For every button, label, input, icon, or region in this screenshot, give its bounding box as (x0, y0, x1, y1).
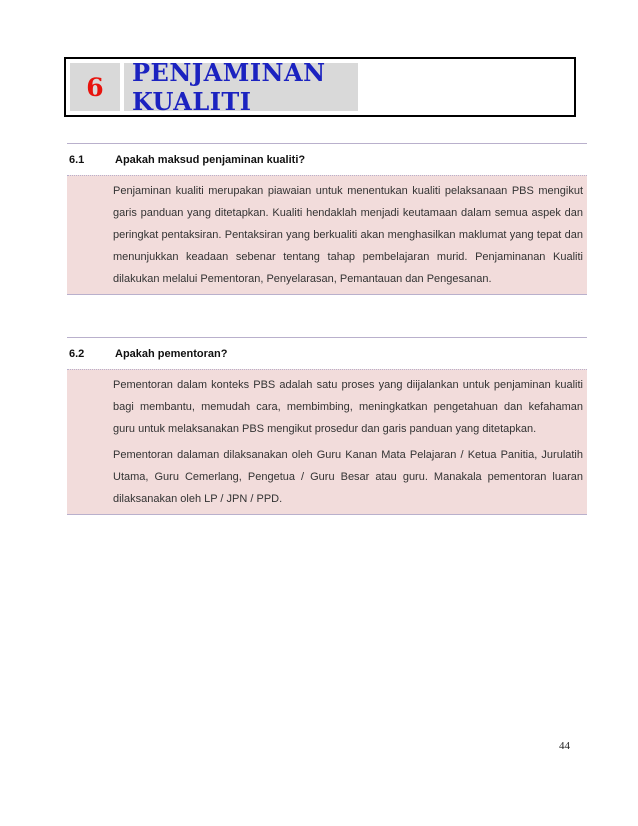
answer-block (67, 369, 587, 515)
page-number: 44 (559, 740, 570, 752)
question-number: 6.2 (69, 347, 85, 360)
chapter-number: 6 (70, 63, 120, 111)
answer-paragraph: Pementoran dalaman dilaksanakan oleh Guru Kanan Mata Pelajaran / Ketua Panitia, Jurulatih Utama, Guru Cemerlang, Pengetua / Guru Besar atau guru. Manakala pementoran luaran dilaksanakan oleh LP / JPN / PPD. (113, 449, 583, 505)
chapter-title-box (64, 57, 576, 117)
question-row (67, 337, 587, 369)
answer-paragraph: Penjaminan kualiti merupakan piawaian untuk menentukan kualiti pelaksanaan PBS mengikut garis panduan yang ditetapkan. Kualiti hendaklah menjadi keutamaan dalam semua aspek dan peringkat pentaksiran. Pentaksiran yang berkualiti akan menghasilkan maklumat yang tepat dan menunjukkan keadaan sebenar tentang tahap pembelajaran murid. Penjaminanan Kualiti dilakukan melalui Pementoran, Penyelarasan, Pemantauan dan Pengesanan. (113, 185, 583, 285)
question-text: Apakah pementoran? (115, 347, 228, 360)
section-6-2 (67, 337, 587, 515)
answer-block (67, 175, 587, 295)
question-text: Apakah maksud penjaminan kualiti? (115, 153, 306, 166)
chapter-title: PENJAMINAN KUALITI (124, 63, 358, 111)
answer-paragraph: Pementoran dalam konteks PBS adalah satu proses yang diijalankan untuk penjaminan kualiti bagi membantu, memudah cara, membimbing, meningkatkan pengetahuan dan kefahaman guru untuk melaksanakan PBS mengikut prosedur dan garis panduan yang ditetapkan. (113, 379, 583, 435)
section-6-1 (67, 143, 587, 295)
question-number: 6.1 (69, 153, 85, 166)
question-row (67, 143, 587, 175)
